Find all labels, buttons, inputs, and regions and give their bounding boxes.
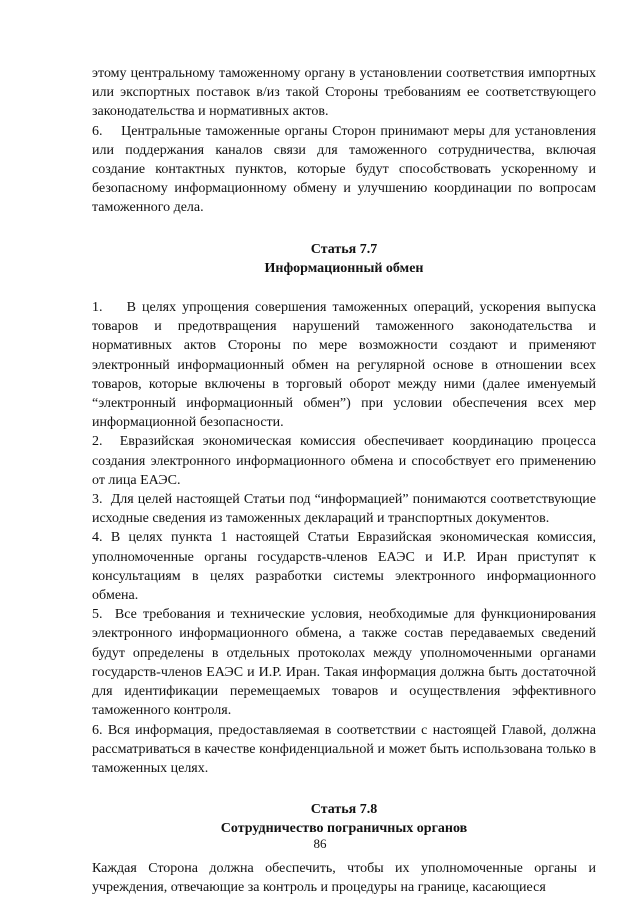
article-7-8-text: Каждая Сторона должна обеспечить, чтобы их уполномоченные органы и учреждения, отвечающие за контроль и процедуры на границе, касающиеся xyxy=(92,860,596,895)
article-7-7-heading xyxy=(92,240,596,278)
intro-item-6: 6. Центральные таможенные органы Сторон принимают меры для установления или поддержания каналов связи для таможенного сотрудничества, включая создание контактных пунктов, которые будут способствовать ускоренному и безопасному информационному обмену и улучшению координации по вопросам таможенного дела. xyxy=(92,123,596,216)
article-7-7-number: Статья 7.7 xyxy=(310,241,378,257)
page-number: 86 xyxy=(313,836,327,851)
article-7-8-number: Статья 7.8 xyxy=(310,802,378,818)
document-body xyxy=(92,64,596,897)
article-7-7-item-3: 3. Для целей настоящей Статьи под “информацией” понимаются соответствующие исходные сведения из таможенных деклараций и транспортных документов. xyxy=(92,492,596,527)
article-7-7-item-4: 4. В целях пункта 1 настоящей Статьи Евразийская экономическая комиссия, уполномоченные органы государств-членов ЕАЭС и И.Р. Иран приступят к консультациям в целях разработки системы электронного информационного обмена. xyxy=(92,530,596,604)
intro-continuation: этому центральному таможенному органу в установлении соответствия импортных или экспортных поставок в/из такой Стороны требованиям ее соответствующего законодательства и нормативных актов. xyxy=(92,66,596,120)
article-7-7-item-5: 5. Все требования и технические условия, необходимые для функционирования электронного информационного обмена, а также состав передаваемых сведений будут определены в отдельных протоколах между уполномоченными органами государств-членов ЕАЭС и И.Р. Иран. Такая информация должна быть достаточной для идентификации перемещаемых товаров и осуществления эффективного таможенного контроля. xyxy=(92,607,596,719)
article-7-8-title: Сотрудничество пограничных органов xyxy=(220,821,468,837)
article-7-8-heading xyxy=(92,800,596,838)
article-7-7-title: Информационный обмен xyxy=(264,260,424,276)
article-7-7-item-2: 2. Евразийская экономическая комиссия обеспечивает координацию процесса создания электронного информационного обмена и способствует его применению от лица ЕАЭС. xyxy=(92,434,596,488)
article-7-7-item-6: 6. Вся информация, предоставляемая в соответствии с настоящей Главой, должна рассматриваться в качестве конфиденциальной и может быть использована только в таможенных целях. xyxy=(92,722,596,776)
article-7-7-item-1: 1. В целях упрощения совершения таможенных операций, ускорения выпуска товаров и предотвращения нарушений таможенного законодательства и нормативных актов Стороны по мере возможности создают и применяют электронный информационный обмен на регулярной основе в отношении всех товаров, которые включены в торговый оборот между ними (далее именуемый “электронный информационный обмен”) при условии обеспечения всех мер информационной безопасности. xyxy=(92,300,596,431)
